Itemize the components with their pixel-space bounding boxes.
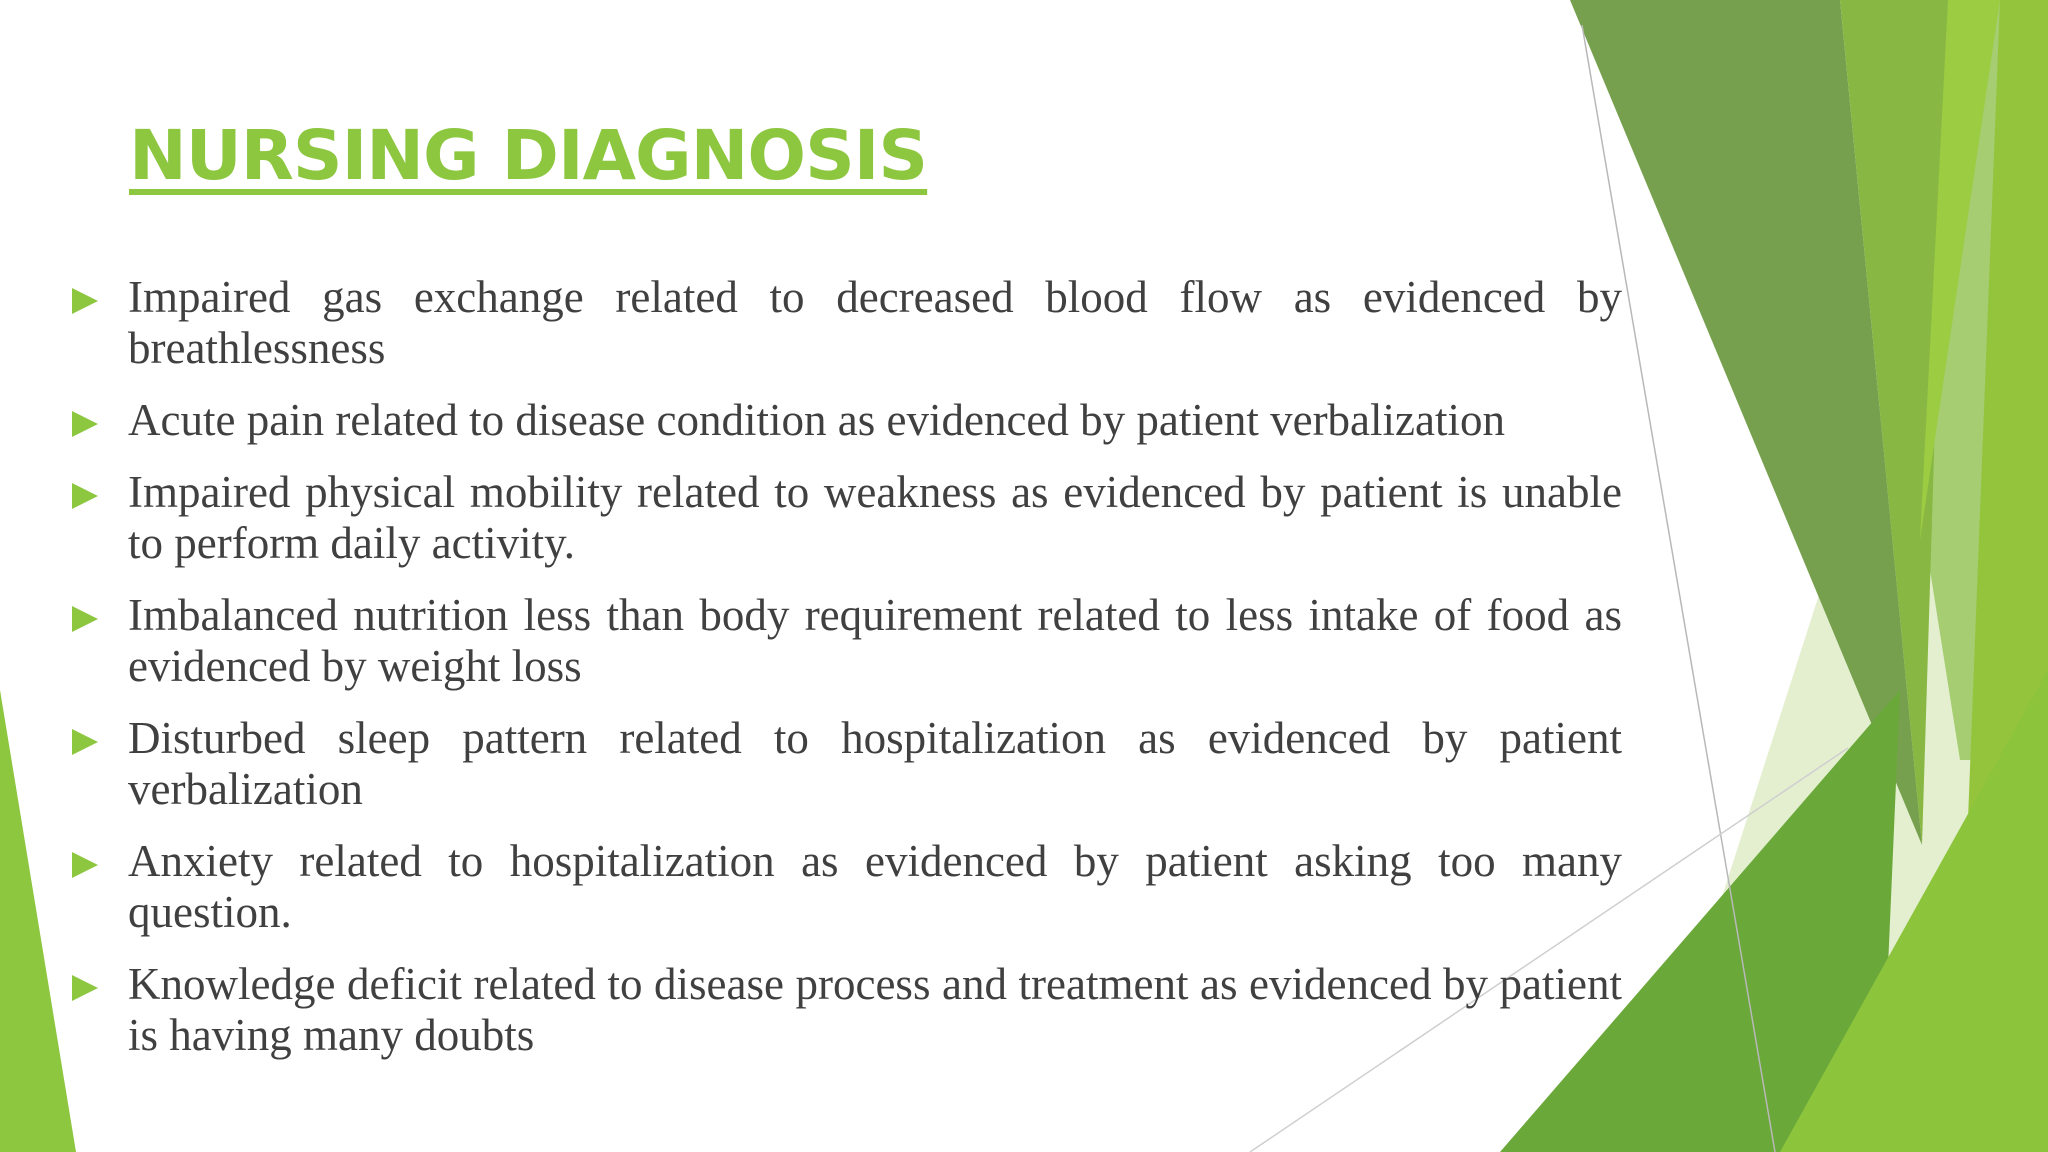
list-item (72, 395, 1622, 446)
triangle-right-icon (72, 729, 98, 755)
bullet-text: Disturbed sleep pattern related to hospitalization as evidenced by patient verbalization (128, 713, 1622, 814)
triangle-right-icon (72, 288, 98, 314)
bullet-text: Imbalanced nutrition less than body requirement related to less intake of food as evidenced by weight loss (128, 590, 1622, 691)
list-item (72, 713, 1622, 815)
triangle-right-icon (72, 975, 98, 1001)
bullet-text: Impaired physical mobility related to weakness as evidenced by patient is unable to perform daily activity. (128, 467, 1622, 568)
bullet-text: Anxiety related to hospitalization as evidenced by patient asking too many question. (128, 836, 1622, 937)
bullet-text: Acute pain related to disease condition as evidenced by patient verbalization (128, 395, 1505, 445)
slide-title: NURSING DIAGNOSIS (129, 116, 928, 196)
diagnosis-list (72, 272, 1622, 1082)
bullet-text: Knowledge deficit related to disease process and treatment as evidenced by patient is having many doubts (128, 959, 1622, 1060)
list-item (72, 272, 1622, 374)
list-item (72, 836, 1622, 938)
triangle-right-icon (72, 483, 98, 509)
list-item (72, 959, 1622, 1061)
list-item (72, 467, 1622, 569)
left-edge-accent (0, 690, 76, 1152)
list-item (72, 590, 1622, 692)
triangle-right-icon (72, 411, 98, 437)
triangle-right-icon (72, 606, 98, 632)
bullet-text: Impaired gas exchange related to decreased blood flow as evidenced by breathlessness (128, 272, 1622, 373)
triangle-right-icon (72, 852, 98, 878)
